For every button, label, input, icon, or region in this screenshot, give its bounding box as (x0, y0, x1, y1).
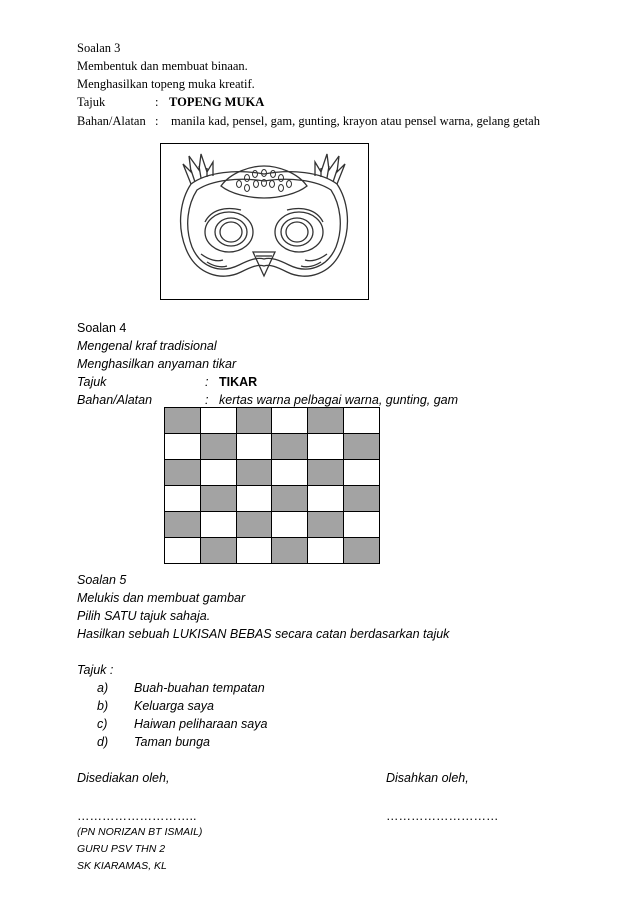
soalan-5-line-1: Melukis dan membuat gambar (77, 591, 246, 605)
weave-cell-dark (236, 512, 272, 538)
weave-cell-light (165, 486, 201, 512)
owl-mask-illustration (160, 143, 369, 300)
weave-cell-dark (308, 512, 344, 538)
soalan-3-tajuk-value: TOPENG MUKA (169, 95, 265, 109)
weave-cell-dark (236, 408, 272, 434)
soalan-5-tajuk-label: Tajuk : (77, 663, 114, 677)
weave-row (165, 538, 380, 564)
weave-cell-dark (344, 538, 380, 564)
teacher-role: GURU PSV THN 2 (77, 843, 166, 855)
soalan-4-tajuk-value: TIKAR (219, 375, 258, 389)
soalan-4-bahan-label: Bahan/Alatan (77, 393, 153, 407)
soalan-4-bahan-separator: : (205, 393, 209, 407)
weave-cell-dark (272, 434, 308, 460)
soalan-3-bahan-separator: : (155, 114, 159, 128)
weave-cell-light (308, 434, 344, 460)
option-letter: a) (97, 681, 109, 695)
weave-cell-light (344, 512, 380, 538)
weave-cell-light (200, 512, 236, 538)
weave-cell-dark (165, 512, 201, 538)
soalan-4-bahan-value: kertas warna pelbagai warna, gunting, gam (219, 393, 459, 407)
weave-cell-light (200, 408, 236, 434)
weave-cell-light (308, 486, 344, 512)
soalan-3-tajuk-row (77, 94, 597, 110)
soalan-3-tajuk-label: Tajuk (77, 95, 106, 109)
weave-cell-light (344, 460, 380, 486)
soalan-3-bahan-row (77, 113, 617, 129)
option-text: Buah-buahan tempatan (134, 681, 265, 695)
weave-cell-dark (200, 538, 236, 564)
signature-line-right: ……………………… (386, 809, 499, 823)
weave-cell-dark (308, 408, 344, 434)
option-letter: d) (97, 735, 109, 749)
soalan-3-bahan-label: Bahan/Alatan (77, 114, 146, 128)
soalan-3-line-2: Menghasilkan topeng muka kreatif. (77, 77, 255, 91)
soalan-4-tajuk-separator: : (205, 375, 209, 389)
weave-cell-light (236, 538, 272, 564)
weave-cell-dark (165, 408, 201, 434)
option-text: Keluarga saya (134, 699, 214, 713)
weave-cell-light (308, 538, 344, 564)
soalan-3-line-1: Membentuk dan membuat binaan. (77, 59, 248, 73)
weave-cell-light (165, 538, 201, 564)
disediakan-label: Disediakan oleh, (77, 771, 170, 785)
weave-cell-dark (344, 486, 380, 512)
weave-row (165, 512, 380, 538)
soalan-3-bahan-value: manila kad, pensel, gam, gunting, krayon atau pensel warna, gelang getah (171, 114, 540, 128)
soalan-3-heading: Soalan 3 (77, 41, 121, 55)
soalan-5-line-2: Pilih SATU tajuk sahaja. (77, 609, 211, 623)
weave-cell-light (236, 486, 272, 512)
weave-cell-light (272, 512, 308, 538)
weave-cell-dark (308, 460, 344, 486)
weave-row (165, 408, 380, 434)
weave-cell-light (165, 434, 201, 460)
weave-row (165, 486, 380, 512)
weave-cell-dark (236, 460, 272, 486)
weave-cell-dark (165, 460, 201, 486)
option-text: Haiwan peliharaan saya (134, 717, 268, 731)
weave-cell-dark (272, 538, 308, 564)
weave-cell-light (344, 408, 380, 434)
soalan-4-line-2: Menghasilkan anyaman tikar (77, 357, 237, 371)
weave-cell-light (236, 434, 272, 460)
weave-cell-light (200, 460, 236, 486)
soalan-4-tajuk-label: Tajuk (77, 375, 107, 389)
soalan-4-heading: Soalan 4 (77, 321, 127, 335)
school-name: SK KIARAMAS, KL (77, 860, 167, 872)
weave-pattern-grid (164, 407, 380, 564)
soalan-3-tajuk-separator: : (155, 95, 159, 109)
soalan-4-bahan-row (77, 392, 557, 408)
weave-cell-light (272, 408, 308, 434)
option-text: Taman bunga (134, 735, 210, 749)
weave-cell-dark (200, 434, 236, 460)
disahkan-label: Disahkan oleh, (386, 771, 469, 785)
weave-cell-dark (272, 486, 308, 512)
weave-cell-light (272, 460, 308, 486)
option-letter: b) (97, 699, 109, 713)
signature-line-left: ……………………….. (77, 809, 197, 823)
weave-row (165, 434, 380, 460)
weave-cell-dark (344, 434, 380, 460)
weave-cell-dark (200, 486, 236, 512)
soalan-4-line-1: Mengenal kraf tradisional (77, 339, 217, 353)
teacher-name: (PN NORIZAN BT ISMAIL) (77, 826, 203, 838)
weave-row (165, 460, 380, 486)
soalan-5-heading: Soalan 5 (77, 573, 127, 587)
option-letter: c) (97, 717, 108, 731)
owl-mask-icon (161, 144, 368, 299)
soalan-4-tajuk-row (77, 374, 477, 390)
soalan-5-line-3: Hasilkan sebuah LUKISAN BEBAS secara catan berdasarkan tajuk (77, 627, 450, 641)
